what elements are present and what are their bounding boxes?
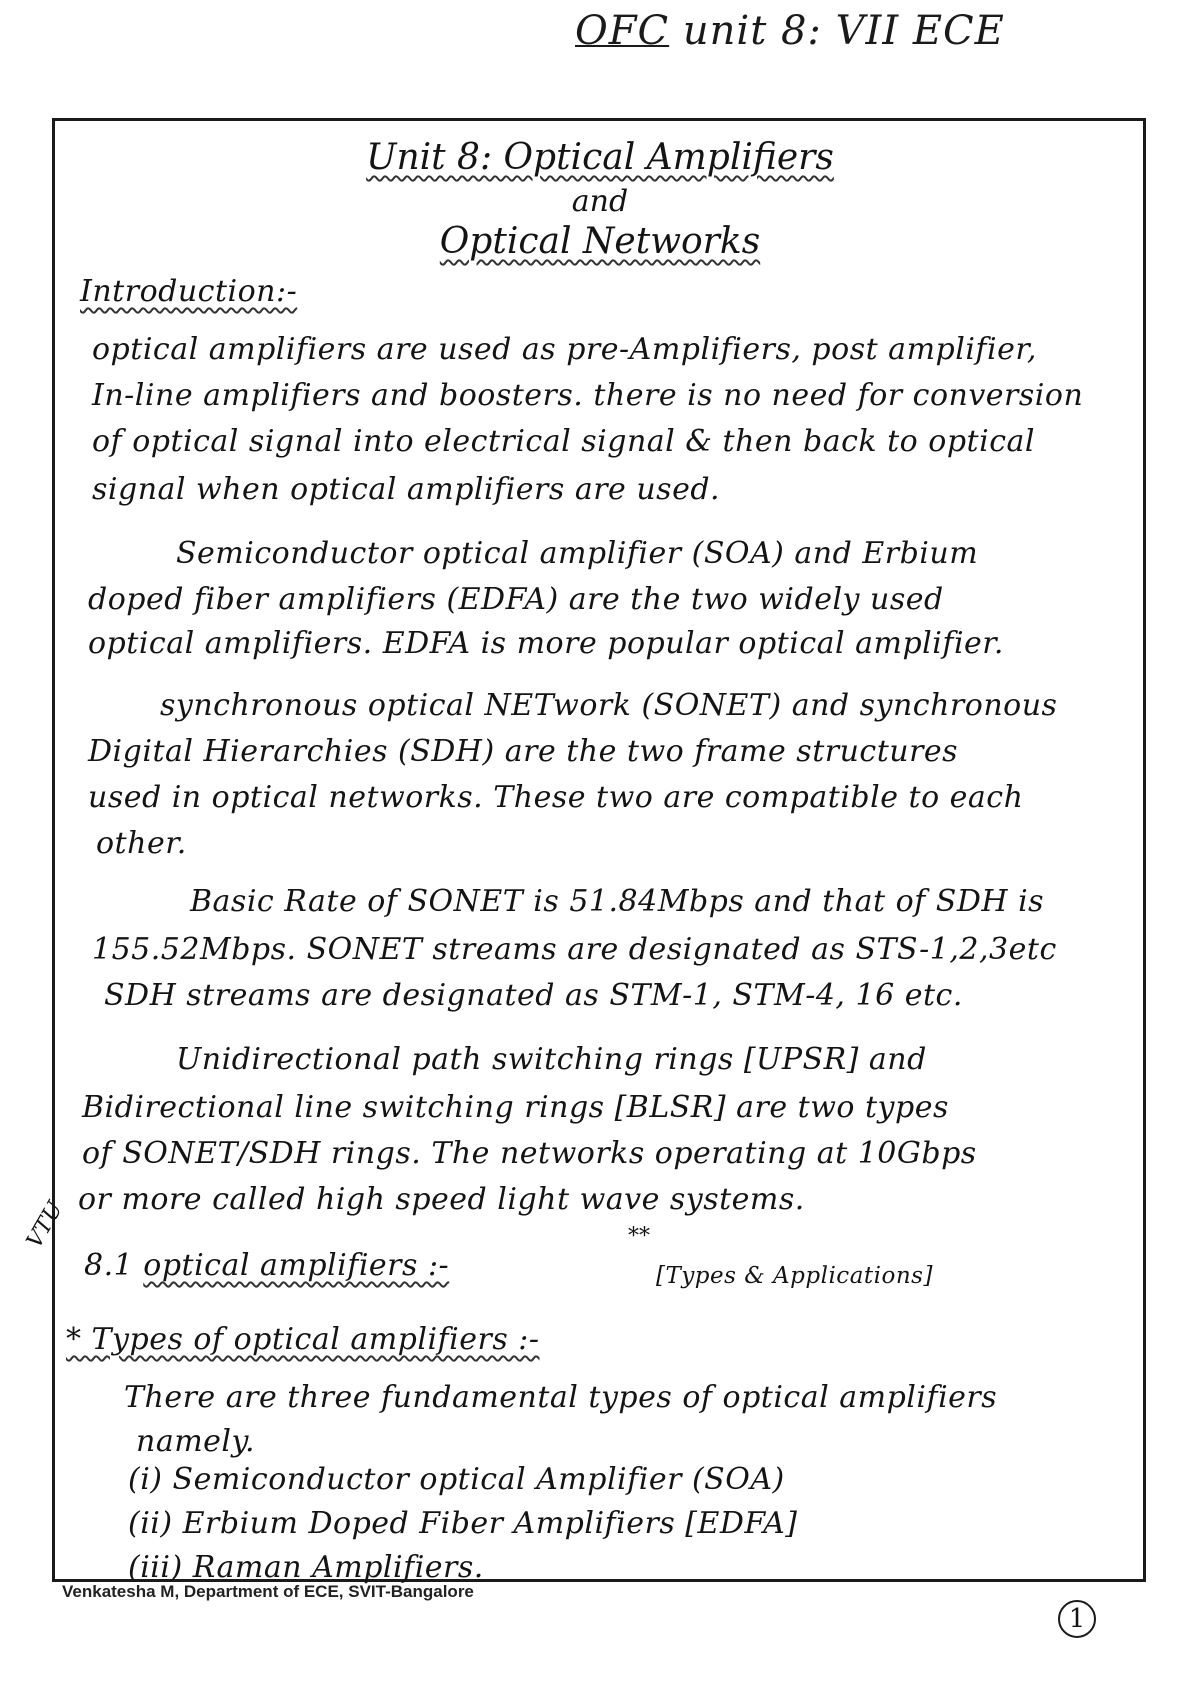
page-header [575,8,1005,54]
section-heading [84,1246,449,1286]
title-text-3: Optical Networks [439,221,761,262]
types-heading [66,1320,540,1360]
intro-p3-line-1: synchronous optical NETwork (SONET) and synchronous [160,688,1058,723]
intro-p3-line-3: used in optical networks. These two are compatible to each [88,780,1024,815]
intro-p1-line-3: of optical signal into electrical signal & then back to optical [92,424,1035,459]
importance-stars: ** [628,1224,650,1249]
intro-p3-line-4: other. [96,826,187,861]
footer-credit: Venkatesha M, Department of ECE, SVIT-Bangalore [62,1582,474,1601]
intro-p2-line-3: optical amplifiers. EDFA is more popular optical amplifier. [88,626,1004,661]
title-line-1 [0,136,1200,180]
intro-p5-line-3: of SONET/SDH rings. The networks operating at 10Gbps [82,1136,977,1171]
intro-p1-line-2: In-line amplifiers and boosters. there is no need for conversion [92,378,1084,413]
section-note: [Types & Applications] [656,1263,933,1289]
types-item-3: (iii) Raman Amplifiers. [128,1550,484,1585]
intro-p4-line-3: SDH streams are designated as STM-1, STM-4, 16 etc. [104,978,963,1013]
intro-p5-line-1: Unidirectional path switching rings [UPSR] and [176,1042,927,1077]
title-line-2: and [571,184,629,219]
intro-heading-text: Introduction:- [80,274,298,309]
title-text-1: Unit 8: Optical Amplifiers [366,137,834,178]
intro-p3-line-2: Digital Hierarchies (SDH) are the two frame structures [88,734,959,769]
header-unit: unit 8: [682,8,822,54]
types-item-2: (ii) Erbium Doped Fiber Amplifiers [EDFA] [128,1506,798,1541]
header-semester: VII ECE [835,8,1005,54]
intro-p4-line-2: 155.52Mbps. SONET streams are designated as STS-1,2,3etc [92,932,1057,967]
types-text-line-1: There are three fundamental types of optical amplifiers [124,1380,998,1415]
page-number: 1 [1058,1600,1096,1638]
margin-note-vtu: VTU [22,1197,69,1253]
types-heading-text: * Types of optical amplifiers :- [66,1322,540,1357]
section-title: optical amplifiers :- [143,1248,450,1283]
section-number: 8.1 [84,1248,134,1283]
intro-p2-line-2: doped fiber amplifiers (EDFA) are the two widely used [88,582,944,617]
intro-heading [80,272,297,312]
header-subject: OFC [575,8,670,54]
intro-p5-line-2: Bidirectional line switching rings [BLSR] are two types [82,1090,949,1125]
intro-p5-line-4: or more called high speed light wave systems. [78,1182,805,1217]
types-item-1: (i) Semiconductor optical Amplifier (SOA) [128,1462,785,1497]
intro-p1-line-4: signal when optical amplifiers are used. [92,472,721,507]
types-text-line-2: namely. [136,1424,256,1459]
intro-p4-line-1: Basic Rate of SONET is 51.84Mbps and that of SDH is [190,884,1045,919]
title-line-3 [0,220,1200,264]
intro-p1-line-1: optical amplifiers are used as pre-Amplifiers, post amplifier, [92,332,1037,367]
intro-p2-line-1: Semiconductor optical amplifier (SOA) and Erbium [176,536,979,571]
